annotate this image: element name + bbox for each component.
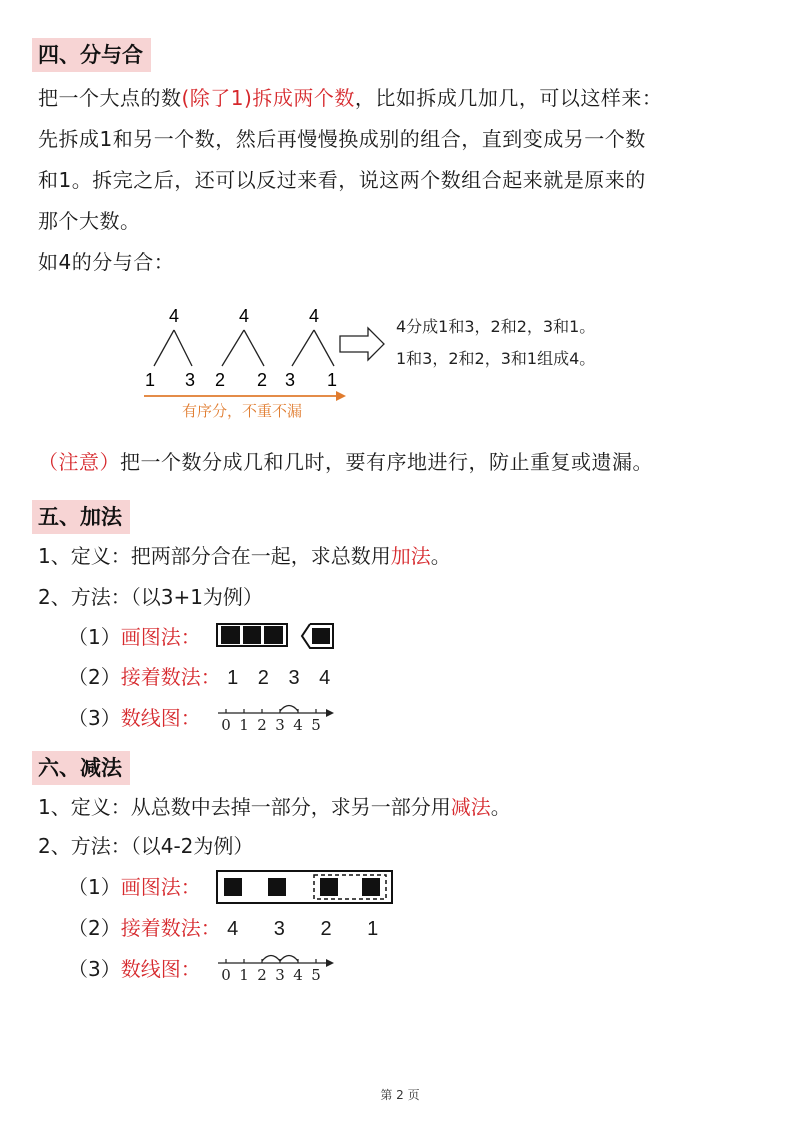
highlight-text: 加法 — [390, 544, 431, 568]
paragraph-line-1 — [38, 78, 662, 119]
tree-top-number: 4 — [168, 306, 180, 326]
method-label: 数线图： — [120, 706, 201, 730]
note-line — [38, 442, 653, 483]
paragraph-line-2: 先拆成1和另一个数，然后再慢慢换成别的组合，直到变成另一个数 — [38, 127, 646, 151]
tree-right-number: 2 — [256, 370, 268, 390]
method-label: 画图法： — [120, 625, 201, 649]
subtraction-definition — [38, 792, 511, 822]
method-label: 接着数法： — [120, 665, 221, 689]
text: 1、定义：从总数中去掉一部分，求另一部分用 — [38, 795, 451, 819]
method-number: （1） — [68, 625, 121, 649]
addition-method: 2、方法：（以3+1为例） — [38, 585, 263, 609]
tree-right-number: 3 — [184, 370, 196, 390]
axis-arrow — [326, 959, 334, 967]
tick-label: 4 — [293, 716, 303, 734]
addition-method-counting — [68, 662, 330, 692]
tick-label: 2 — [257, 966, 267, 984]
filled-square-icon — [264, 626, 283, 644]
jump-arc — [280, 956, 298, 962]
tick-label: 3 — [275, 716, 285, 734]
tree-left-number: 2 — [214, 370, 226, 390]
method-number: （3） — [68, 706, 121, 730]
text: 把一个大点的数 — [38, 86, 182, 110]
tick-label: 2 — [257, 716, 267, 734]
text: 1、定义：把两部分合在一起，求总数用 — [38, 544, 391, 568]
filled-square-icon — [243, 626, 262, 644]
drawing-box-one — [300, 623, 334, 649]
note-label: （注意） — [38, 450, 120, 474]
section-heading-division-combination: 四、分与合 — [32, 38, 151, 72]
text: 。 — [490, 795, 511, 819]
count-sequence: 1 2 3 4 — [227, 667, 331, 689]
filled-square-icon — [268, 878, 286, 896]
method-label: 画图法： — [120, 875, 201, 899]
addition-definition — [38, 541, 451, 571]
note-text: 把一个数分成几和几时，要有序地进行，防止重复或遗漏。 — [120, 450, 653, 474]
section-heading-addition: 五、加法 — [32, 500, 130, 534]
method-number: （2） — [68, 665, 121, 689]
addition-method-numberline — [68, 703, 201, 733]
number-line-addition — [216, 697, 336, 737]
tick-label: 3 — [275, 966, 285, 984]
orange-arrow-head — [336, 391, 346, 401]
arrow-caption: 有序分，不重不漏 — [181, 402, 303, 420]
text: ，比如拆成几加几，可以这样来： — [354, 86, 663, 110]
method-label: 接着数法： — [120, 916, 221, 940]
tick-label: 0 — [221, 966, 231, 984]
method-number: （1） — [68, 875, 121, 899]
axis-arrow — [326, 709, 334, 717]
tick-label: 4 — [293, 966, 303, 984]
result-line-2: 1和3，2和2，3和1组成4。 — [396, 349, 596, 368]
page-footer: 第 2 页 — [380, 1088, 420, 1102]
addition-method-drawing — [68, 622, 201, 652]
count-sequence: 4 3 2 1 — [227, 918, 379, 940]
tree-left-number: 3 — [284, 370, 296, 390]
jump-arc — [262, 956, 280, 962]
tree-top-number: 4 — [238, 306, 250, 326]
hollow-right-arrow-icon — [340, 328, 384, 360]
example-intro: 如4的分与合： — [38, 250, 175, 274]
tree-left-number: 1 — [144, 370, 156, 390]
jump-arc — [280, 706, 298, 712]
tick-label: 5 — [311, 716, 321, 734]
filled-square-icon — [320, 878, 338, 896]
number-line-subtraction — [216, 947, 336, 987]
tick-label: 1 — [239, 966, 249, 984]
tree-top-number: 4 — [308, 306, 320, 326]
paragraph-line-3: 和1。拆完之后，还可以反过来看，说这两个数组合起来就是原来的 — [38, 168, 646, 192]
highlight-text: (除了1)拆成两个数 — [181, 86, 355, 110]
method-label: 数线图： — [120, 957, 201, 981]
method-number: （3） — [68, 957, 121, 981]
filled-square-icon — [362, 878, 380, 896]
subtraction-method-counting — [68, 913, 378, 943]
result-line-1: 4分成1和3，2和2，3和1。 — [396, 317, 596, 336]
drawing-box-three — [216, 623, 288, 647]
highlight-text: 减法 — [450, 795, 491, 819]
text: 。 — [430, 544, 451, 568]
drawing-box-subtraction — [216, 870, 394, 904]
tick-label: 5 — [311, 966, 321, 984]
section-heading-subtraction: 六、减法 — [32, 751, 130, 785]
paragraph-line-4: 那个大数。 — [38, 209, 141, 233]
filled-square-icon — [224, 878, 242, 896]
split-diagram — [130, 300, 690, 430]
filled-square-icon — [221, 626, 240, 644]
tree-right-number: 1 — [326, 370, 338, 390]
tick-label: 1 — [239, 716, 249, 734]
filled-square-icon — [312, 628, 330, 644]
method-number: （2） — [68, 916, 121, 940]
tick-label: 0 — [221, 716, 231, 734]
subtraction-method-numberline — [68, 954, 201, 984]
subtraction-method-drawing — [68, 872, 201, 902]
subtraction-method: 2、方法：（以4-2为例） — [38, 834, 254, 858]
